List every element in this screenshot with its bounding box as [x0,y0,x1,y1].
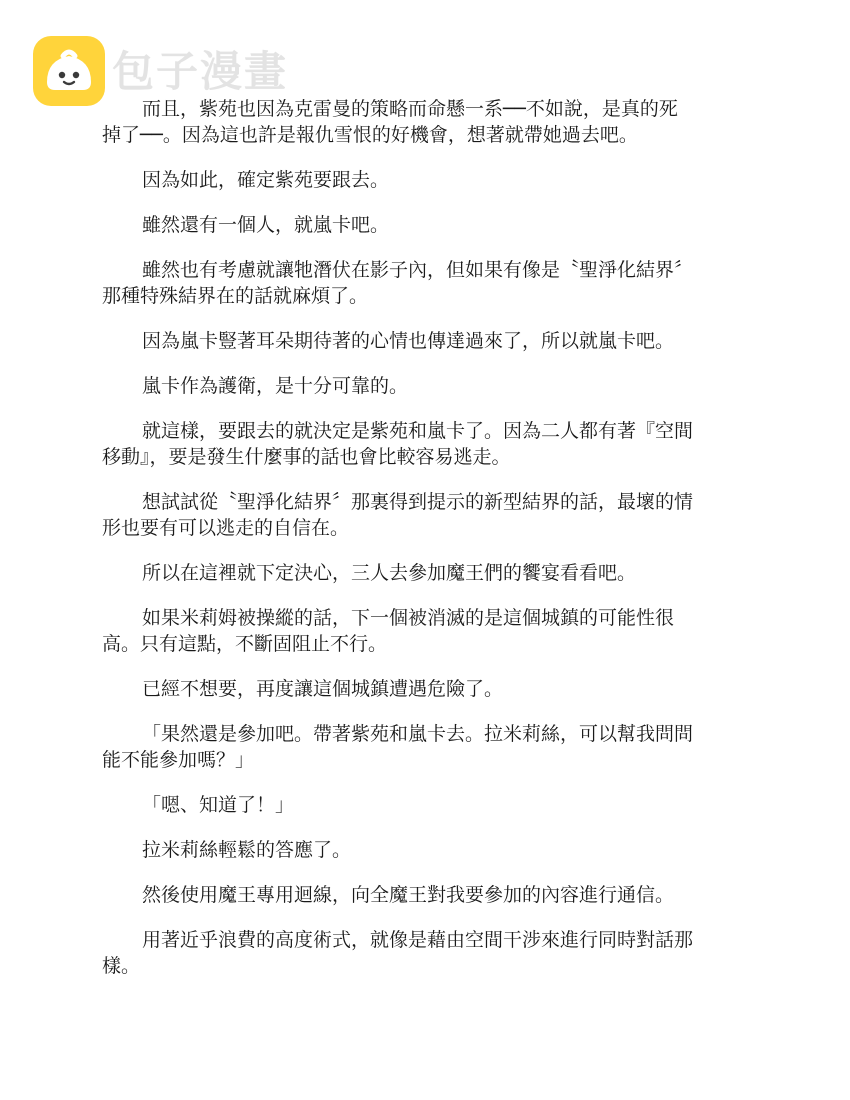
paragraph: 想試試從〝聖淨化結界〞那裏得到提示的新型結界的話，最壞的情 形也要有可以逃走的自信在。 [102,491,694,539]
paragraph: 雖然也有考慮就讓牠潛伏在影子內，但如果有像是〝聖淨化結界〞 那種特殊結界在的話就麻煩了。 [102,259,694,307]
paragraph: 因為嵐卡豎著耳朵期待著的心情也傳達過來了，所以就嵐卡吧。 [142,330,675,352]
paragraph: 雖然還有一個人，就嵐卡吧。 [142,214,390,236]
paragraph: 用著近乎浪費的高度術式，就像是藉由空間干涉來進行同時對話那 樣。 [102,929,694,977]
paragraph: 嵐卡作為護衛，是十分可靠的。 [142,375,409,397]
article-body [102,96,750,998]
bun-logo-icon [33,36,105,106]
paragraph: 然後使用魔王專用迴線，向全魔王對我要參加的內容進行通信。 [142,884,675,906]
paragraph: 就這樣，要跟去的就決定是紫苑和嵐卡了。因為二人都有著『空間 移動』，要是發生什麼事的話也會比較容易逃走。 [102,420,694,468]
paragraph: 因為如此，確定紫苑要跟去。 [142,169,390,191]
paragraph: 「嗯、知道了！」 [142,794,295,816]
paragraph: 而且，紫苑也因為克雷曼的策略而命懸一系──不如說，是真的死 掉了──。因為這也許是報仇雪恨的好機會，想著就帶她過去吧。 [102,98,678,146]
paragraph: 已經不想要，再度讓這個城鎮遭遇危險了。 [142,678,504,700]
paragraph: 「果然還是參加吧。帶著紫苑和嵐卡去。拉米莉絲，可以幫我問問 能不能參加嗎？」 [102,723,694,771]
paragraph: 如果米莉姆被操縱的話，下一個被消滅的是這個城鎮的可能性很 高。只有這點，不斷固阻止不行。 [102,607,675,655]
brand-watermark: 包子漫畫 [112,47,289,96]
paragraph: 所以在這裡就下定決心，三人去參加魔王們的饗宴看看吧。 [142,562,637,584]
paragraph: 拉米莉絲輕鬆的答應了。 [142,839,352,861]
